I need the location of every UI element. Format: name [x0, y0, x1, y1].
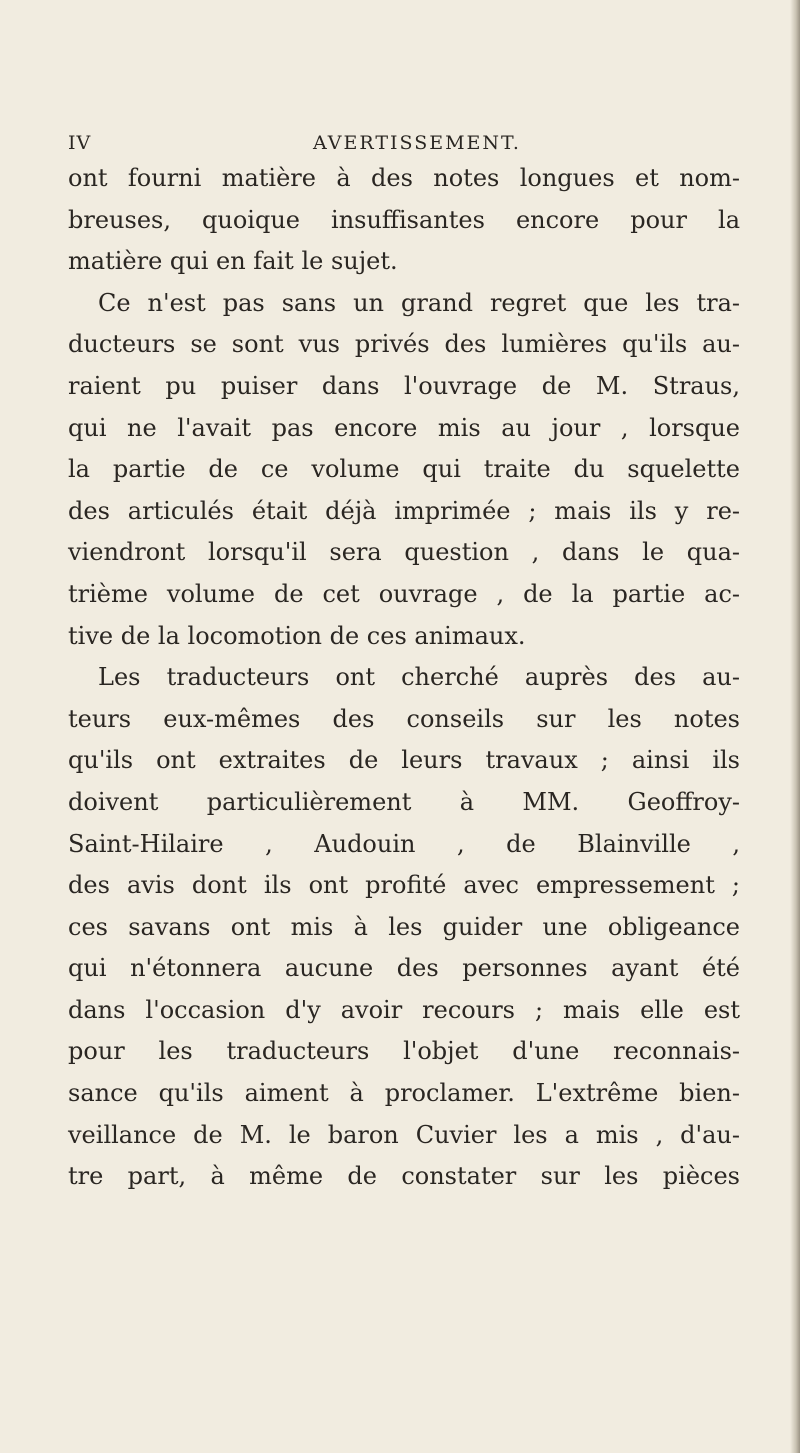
text-line: tive de la locomotion de ces animaux.	[68, 621, 526, 650]
text-line: viendront lorsqu'il sera question , dans le qua-	[68, 538, 740, 567]
text-line: breuses, quoique insuffisantes encore pour la	[68, 205, 740, 234]
body-text	[68, 158, 740, 1198]
text-line: la partie de ce volume qui traite du squelette	[68, 455, 740, 484]
text-line: raient pu puiser dans l'ouvrage de M. Straus,	[68, 371, 740, 400]
text-line: Saint-Hilaire , Audouin , de Blainville ,	[68, 829, 740, 858]
text-line: matière qui en fait le sujet.	[68, 247, 398, 276]
text-line: qui n'étonnera aucune des personnes ayant été	[68, 954, 740, 983]
text-line: trième volume de cet ouvrage , de la partie ac-	[68, 579, 740, 608]
text-line: veillance de M. le baron Cuvier les a mis , d'au-	[68, 1120, 740, 1149]
text-line: qu'ils ont extraites de leurs travaux ; ainsi ils	[68, 746, 740, 775]
text-line: ducteurs se sont vus privés des lumières qu'ils au-	[68, 330, 740, 359]
text-line: Ce n'est pas sans un grand regret que les tra-	[98, 288, 740, 317]
text-line: ces savans ont mis à les guider une obligeance	[68, 912, 740, 941]
text-line: teurs eux-mêmes des conseils sur les notes	[68, 704, 740, 733]
text-line: qui ne l'avait pas encore mis au jour , lorsque	[68, 413, 740, 442]
text-line: des articulés était déjà imprimée ; mais ils y re-	[68, 496, 740, 525]
text-line: Les traducteurs ont cherché auprès des au-	[98, 663, 740, 692]
text-line: tre part, à même de constater sur les pièces	[68, 1162, 740, 1191]
text-line: doivent particulièrement à MM. Geoffroy-	[68, 787, 740, 816]
running-title: AVERTISSEMENT.	[313, 132, 521, 154]
text-line: des avis dont ils ont profité avec empressement ;	[68, 871, 740, 900]
page-number: IV	[68, 132, 92, 154]
text-line: pour les traducteurs l'objet d'une reconnais-	[68, 1037, 740, 1066]
page-edge	[790, 0, 800, 1453]
text-line: sance qu'ils aiment à proclamer. L'extrême bien-	[68, 1079, 740, 1108]
text-line: ont fourni matière à des notes longues et nom-	[68, 164, 740, 192]
text-line: dans l'occasion d'y avoir recours ; mais elle est	[68, 995, 740, 1024]
